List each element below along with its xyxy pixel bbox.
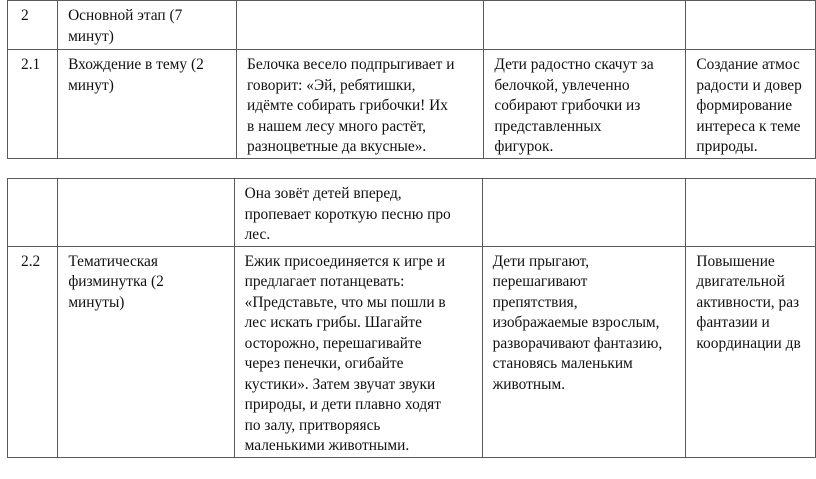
- stage-cell: [58, 50, 237, 159]
- children-line: Дети радостно скачут за: [494, 56, 654, 73]
- teacher-line: идёмте собирать грибочки! Их: [247, 97, 448, 114]
- teacher-line: лес искать грибы. Шагайте: [244, 314, 422, 331]
- goal-line: формирование: [696, 97, 793, 114]
- children-line: животным.: [492, 375, 566, 393]
- goal-cell: [686, 246, 816, 457]
- children-line: представленных: [494, 117, 602, 135]
- teacher-line: лес.: [244, 226, 271, 243]
- table-row: [8, 1, 816, 50]
- table-row: [8, 50, 816, 159]
- goal-cell: [686, 179, 816, 247]
- stage-line: Тематическая: [68, 252, 158, 270]
- children-activity-cell: [484, 1, 686, 50]
- goal-line: природы.: [696, 138, 758, 155]
- goal-line: Повышение: [696, 252, 775, 270]
- stage-line: минут): [68, 76, 114, 94]
- teacher-line: природы, и дети плавно ходят: [244, 396, 441, 413]
- teacher-line: пропевает короткую песню про: [244, 205, 451, 223]
- teacher-line: осторожно, перешагивайте: [244, 334, 422, 352]
- teacher-line: разноцветные да вкусные».: [247, 138, 427, 155]
- lesson-plan-table-part-2: [7, 178, 816, 458]
- goal-line: активности, раз: [696, 293, 800, 311]
- children-activity-cell: [482, 246, 686, 457]
- goal-line: радости и довер: [696, 76, 802, 94]
- teacher-line: маленькими животными.: [244, 437, 410, 454]
- teacher-line: Она зовёт детей вперед,: [244, 185, 402, 202]
- table-row: [8, 246, 816, 457]
- teacher-line: по залу, притворяясь: [244, 416, 381, 434]
- stage-cell: [58, 246, 234, 457]
- teacher-line: в нашем лесу много растёт,: [247, 117, 426, 135]
- teacher-line: кустики». Затем звучат звуки: [244, 375, 436, 393]
- teacher-line: предлагает потанцевать:: [244, 273, 405, 290]
- teacher-line: Ежик присоединяется к игре и: [244, 252, 446, 270]
- goal-line: интереса к теме: [696, 117, 801, 135]
- children-line: перешагивают: [492, 273, 588, 290]
- row-number-cell: [8, 246, 58, 457]
- goal-line: фантазии и: [696, 314, 770, 331]
- row-number-cell: [8, 179, 58, 247]
- teacher-line: через пенечки, огибайте: [244, 355, 404, 372]
- teacher-line: говорит: «Эй, ребятишки,: [247, 76, 416, 94]
- stage-line: Вхождение в тему (2: [68, 56, 204, 73]
- stage-cell: [58, 179, 234, 247]
- lesson-plan-table-part-1: [7, 0, 816, 159]
- children-line: белочкой, увлеченно: [494, 76, 630, 94]
- row-number: 2.2: [21, 252, 41, 270]
- goal-cell: [686, 50, 816, 159]
- children-line: Дети прыгают,: [492, 252, 590, 270]
- row-number: 2.1: [21, 56, 41, 73]
- children-line: собирают грибочки из: [494, 97, 641, 114]
- goal-line: координации дв: [696, 334, 801, 352]
- stage-line: физминутка (2: [68, 273, 164, 290]
- goal-line: Создание атмос: [696, 56, 800, 73]
- children-line: разворачивают фантазию,: [492, 334, 663, 352]
- row-number-cell: [8, 1, 58, 50]
- children-line: становясь маленьким: [492, 355, 633, 372]
- children-line: изображаемые взрослым,: [492, 314, 660, 331]
- stage-line: Основной этап (7: [68, 7, 183, 24]
- row-number-cell: [8, 50, 58, 159]
- row-number: 2: [21, 7, 29, 24]
- teacher-line: «Представьте, что мы пошли в: [244, 293, 446, 311]
- children-activity-cell: [484, 50, 686, 159]
- goal-cell: [686, 1, 816, 50]
- stage-cell: [58, 1, 237, 50]
- children-line: фигурок.: [494, 138, 554, 155]
- stage-line: минут): [68, 27, 114, 45]
- teacher-activity-cell: [234, 246, 482, 457]
- children-activity-cell: [482, 179, 686, 247]
- teacher-line: Белочка весело подпрыгивает и: [247, 56, 455, 73]
- children-line: препятствия,: [492, 293, 578, 311]
- goal-line: двигательной: [696, 273, 785, 290]
- table-row: [8, 179, 816, 247]
- teacher-activity-cell: [237, 50, 484, 159]
- teacher-activity-cell: [234, 179, 482, 247]
- stage-line: минуты): [68, 293, 125, 311]
- teacher-activity-cell: [237, 1, 484, 50]
